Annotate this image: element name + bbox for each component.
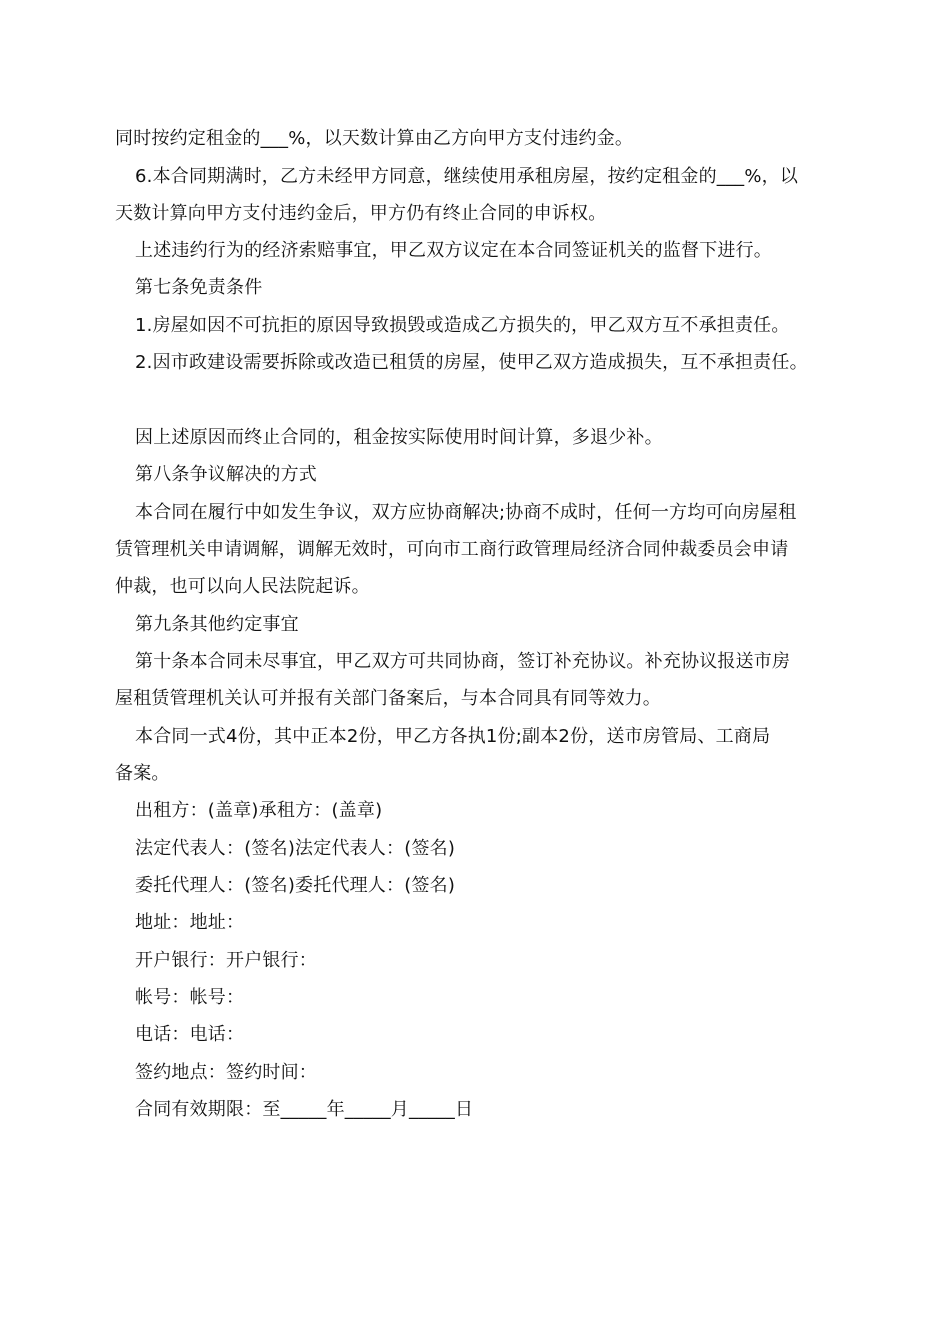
signature-line: 电话：电话：: [135, 1024, 245, 1045]
section-heading: 第八条争议解决的方式: [135, 464, 317, 485]
paragraph-line: 本合同在履行中如发生争议，双方应协商解决;协商不成时，任何一方均可向房屋租: [135, 502, 797, 523]
paragraph-line: 备案。: [115, 763, 170, 784]
paragraph-line: 仲裁，也可以向人民法院起诉。: [115, 576, 370, 597]
signature-line: 开户银行：开户银行：: [135, 950, 317, 971]
paragraph-line: 上述违约行为的经济索赔事宜，甲乙双方议定在本合同签证机关的监督下进行。: [135, 240, 772, 261]
paragraph-line: 2.因市政建设需要拆除或改造已租赁的房屋，使甲乙双方造成损失，互不承担责任。: [135, 352, 808, 373]
signature-line: 地址：地址：: [135, 912, 245, 933]
paragraph-line: 天数计算向甲方支付违约金后，甲方仍有终止合同的申诉权。: [115, 203, 607, 224]
paragraph-line: 第十条本合同未尽事宜，甲乙双方可共同协商，签订补充协议。补充协议报送市房: [135, 651, 791, 672]
paragraph-line: 1.房屋如因不可抗拒的原因导致损毁或造成乙方损失的，甲乙双方互不承担责任。: [135, 315, 790, 336]
paragraph-line: 因上述原因而终止合同的，租金按实际使用时间计算，多退少补。: [135, 427, 663, 448]
paragraph-line: 本合同一式4份，其中正本2份，甲乙方各执1份;副本2份，送市房管局、工商局: [135, 726, 771, 747]
paragraph-line: 6.本合同期满时，乙方未经甲方同意，继续使用承租房屋，按约定租金的___%，以: [135, 166, 799, 187]
paragraph-line: 同时按约定租金的___%，以天数计算由乙方向甲方支付违约金。: [115, 128, 634, 149]
section-heading: 第七条免责条件: [135, 277, 263, 298]
paragraph-line: 屋租赁管理机关认可并报有关部门备案后，与本合同具有同等效力。: [115, 688, 661, 709]
signature-line: 法定代表人：(签名)法定代表人：(签名): [135, 838, 456, 859]
paragraph-line: 赁管理机关申请调解，调解无效时，可向市工商行政管理局经济合同仲裁委员会申请: [115, 539, 789, 560]
validity-line: 合同有效期限：至_____年_____月_____日: [135, 1099, 474, 1120]
signature-line: 帐号：帐号：: [135, 987, 245, 1008]
section-heading: 第九条其他约定事宜: [135, 614, 299, 635]
signature-line: 出租方：(盖章)承租方：(盖章): [135, 800, 383, 821]
signature-line: 签约地点：签约时间：: [135, 1062, 317, 1083]
signature-line: 委托代理人：(签名)委托代理人：(签名): [135, 875, 456, 896]
